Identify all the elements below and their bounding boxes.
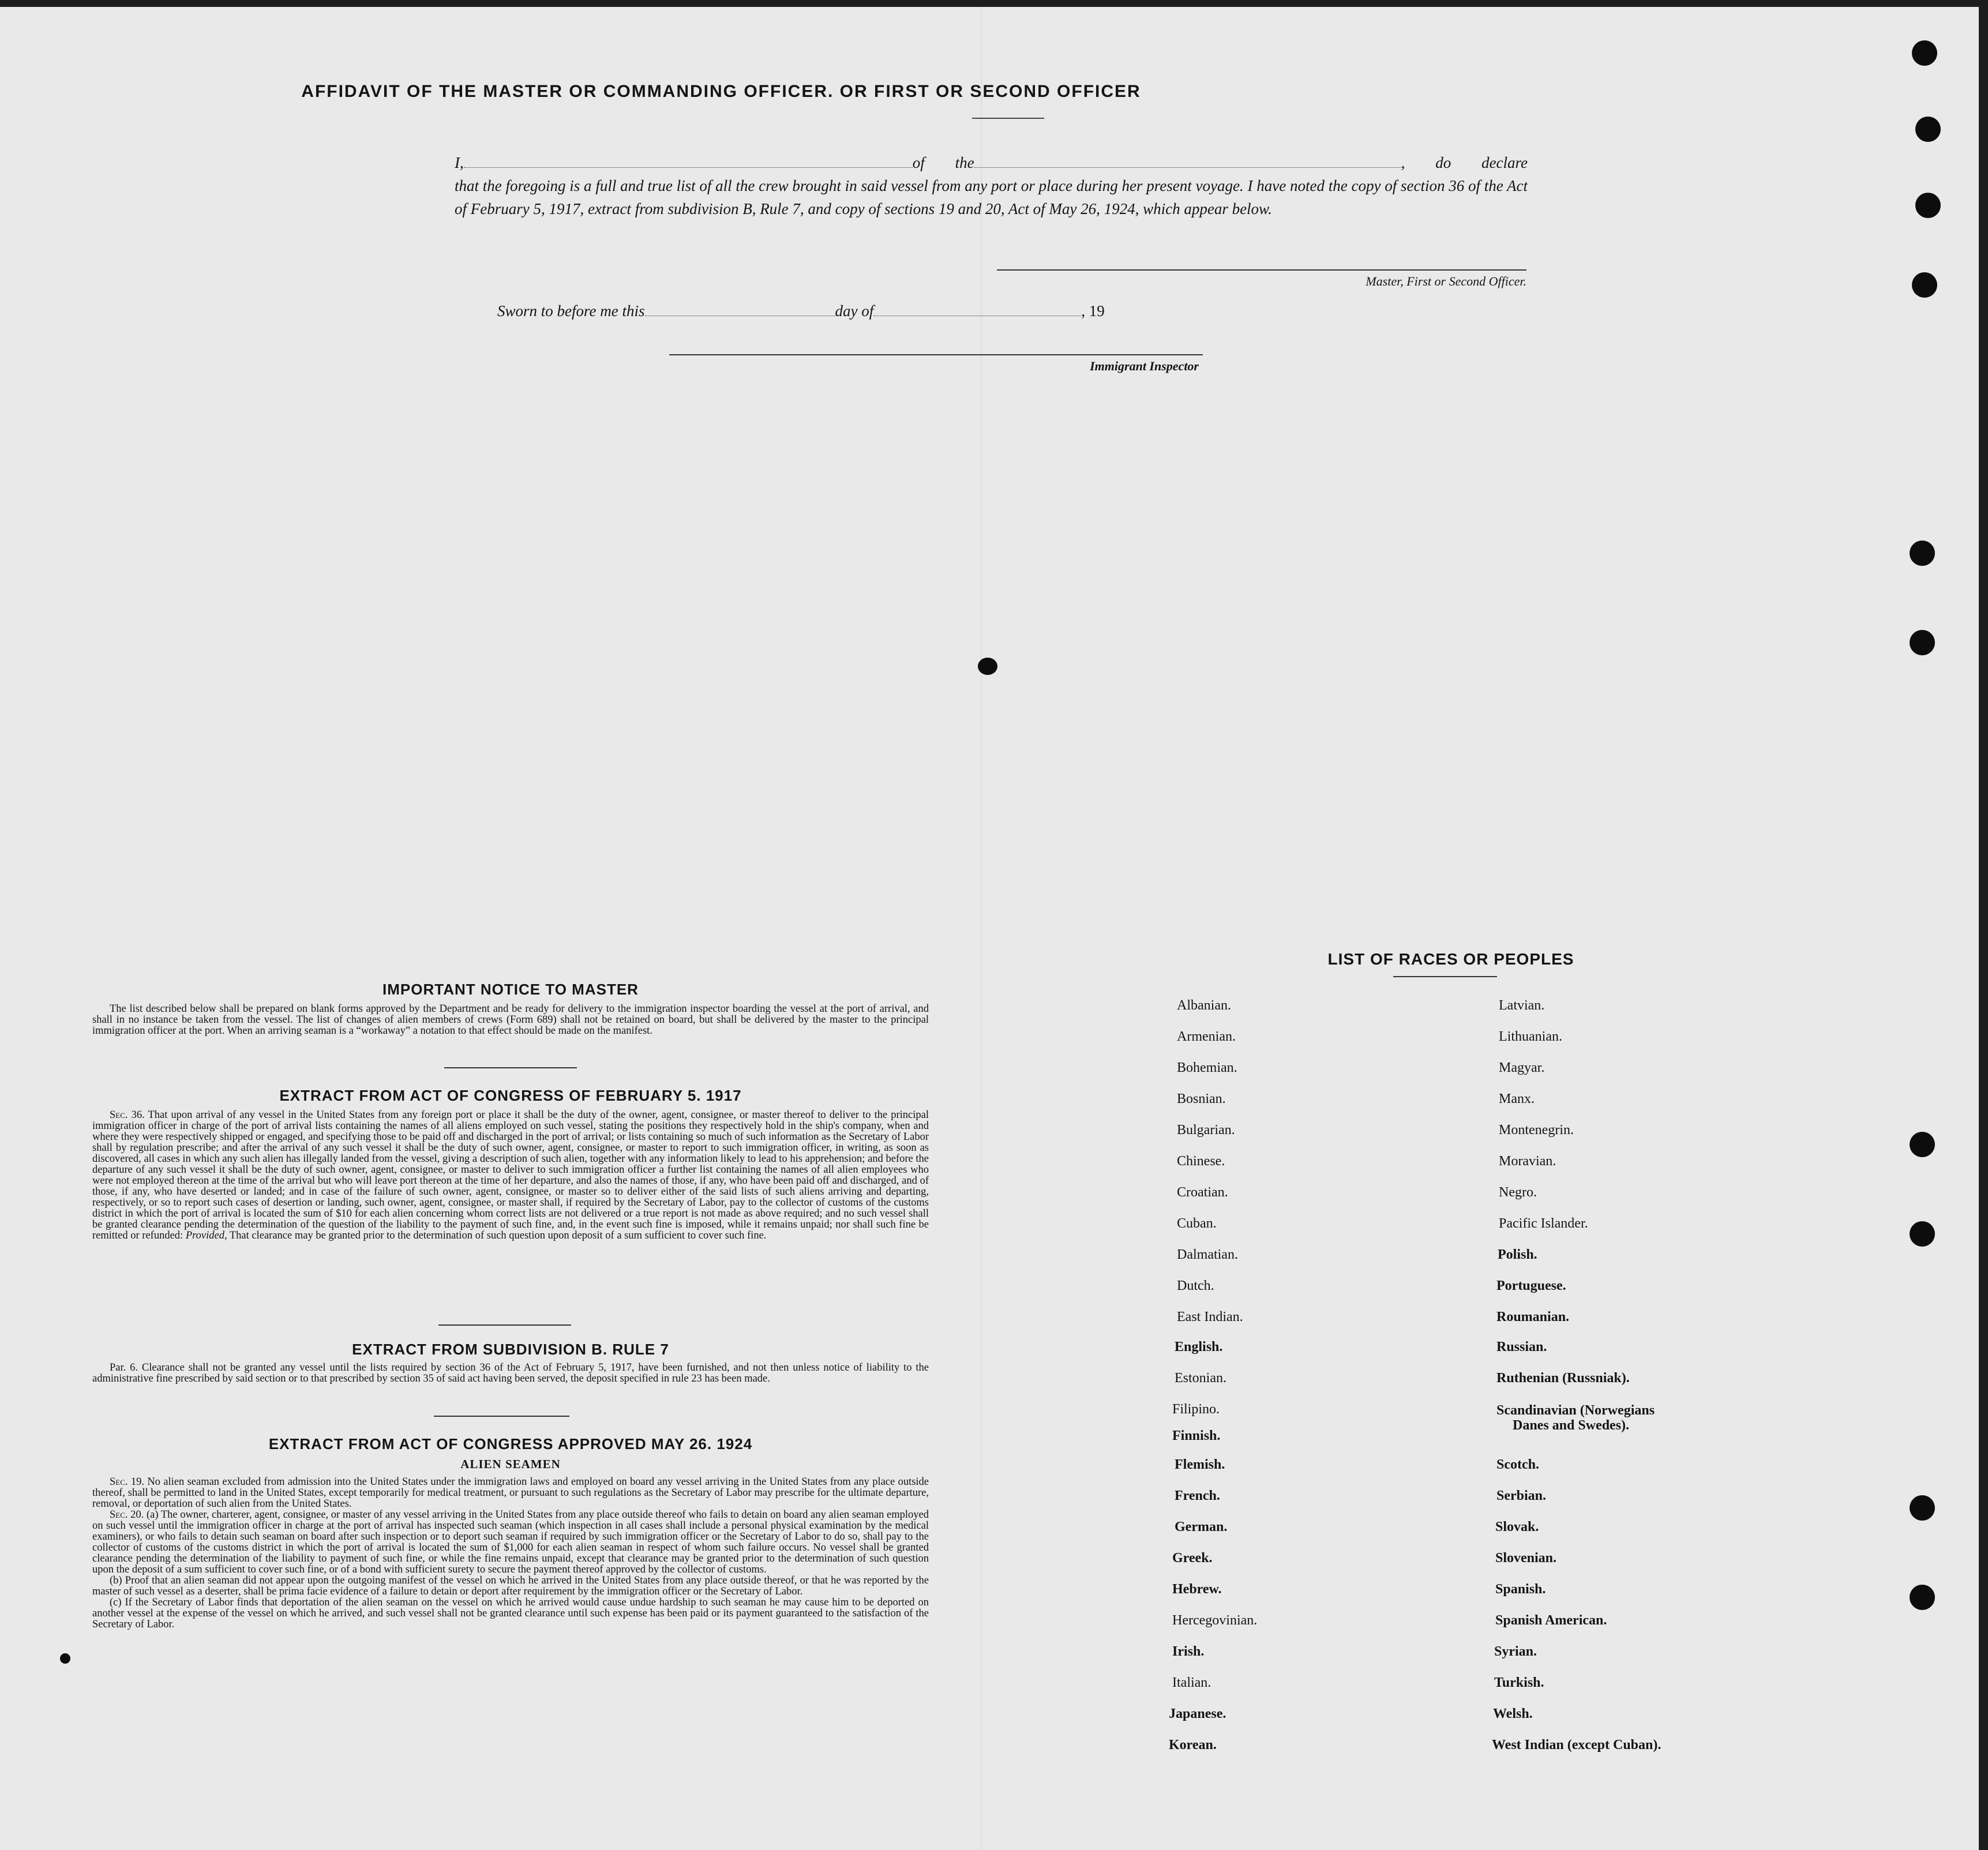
race-item: Croatian. — [1177, 1185, 1228, 1200]
sworn-year: , 19 — [1081, 302, 1105, 320]
extract-rule7-title: EXTRACT FROM SUBDIVISION B. RULE 7 — [352, 1341, 669, 1358]
punch-hole — [1915, 117, 1941, 142]
race-item: Scandinavian (Norwegians — [1496, 1403, 1655, 1418]
punch-hole — [1912, 272, 1937, 298]
race-item: Cuban. — [1177, 1216, 1217, 1231]
race-item: Danes and Swedes). — [1513, 1418, 1630, 1433]
race-item: Roumanian. — [1496, 1309, 1570, 1324]
race-item: German. — [1175, 1519, 1228, 1534]
paper-blemish — [60, 1653, 70, 1664]
section-20a-paragraph — [92, 1510, 929, 1575]
punch-hole — [1910, 1585, 1935, 1610]
master-signature-label: Master, First or Second Officer. — [1366, 274, 1526, 288]
section-19-text: No alien seaman excluded from admission into the United States under the immigration laws and employed on board any vessel arriving in the United States from any place outside thereof, shall be permitted to land in the United States, except temporarily for medical treatment, or pursuant to such regulations as the Secretary of Labor may prescribe for the ultimate departure, removal, or deportation of such alien from the United States. — [92, 1476, 929, 1510]
section-rule — [434, 1416, 569, 1417]
race-item: West Indian (except Cuban). — [1492, 1738, 1661, 1753]
paper-blemish — [978, 658, 997, 675]
extract-1917-text — [92, 1110, 929, 1241]
race-item: Manx. — [1499, 1091, 1535, 1106]
race-item: Japanese. — [1169, 1706, 1226, 1721]
race-item: Moravian. — [1499, 1154, 1556, 1169]
punch-hole — [1910, 1132, 1935, 1157]
punch-hole — [1910, 1495, 1935, 1521]
section-20a-text: (a) The owner, charterer, agent, consignee, or master of any vessel arriving in the United States from any place outside thereof who fails to detain on board any alien seaman employed on such vessel until the immigration officer in charge at the port of arrival has inspected such seaman (which inspection in all cases shall include a personal physical examination by the medical examiners), or who fails to detain such seaman on board after such inspection or to deport such seaman if required by such immigration officer or the Secretary of Labor to do so, shall pay to the collector of customs of the customs district in which the port of arrival is located the sum of $1,000 for each alien seaman in respect of whom such failure occurs. No vessel shall be granted clearance pending the determination of the liability to payment of such fine, or while the fine remains unpaid, except that clearance may be granted prior to the determination of such question upon the deposit of a sum sufficient to cover such fine, or of a bond with sufficient surety to secure the payment thereof approved by the collector of customs. — [92, 1509, 929, 1575]
notice-title: IMPORTANT NOTICE TO MASTER — [382, 981, 639, 998]
section-36-paragraph — [92, 1110, 929, 1241]
race-item: Finnish. — [1172, 1428, 1221, 1443]
race-item: Dalmatian. — [1177, 1247, 1238, 1262]
punch-hole — [1910, 541, 1935, 566]
sworn-prefix: Sworn to before me this — [497, 302, 645, 320]
affidavit-statement — [455, 151, 1528, 220]
affidavit-title: AFFIDAVIT OF THE MASTER OR COMMANDING OFFICER. OR FIRST OR SECOND OFFICER — [301, 82, 1141, 101]
extract-rule7-text — [92, 1363, 929, 1384]
race-item: English. — [1175, 1339, 1223, 1354]
race-item: Spanish. — [1495, 1582, 1546, 1597]
race-item: Italian. — [1172, 1675, 1211, 1690]
rule7-paragraph: Par. 6. Clearance shall not be granted any vessel until the lists required by section 36 of the Act of February 5, 1917, have been furnished, and not then unless notice of liability to the administrative fine prescribed by said section or to that prescribed by section 35 of said act having been served, the deposit specified in rule 23 has been made. — [92, 1362, 929, 1384]
race-item: Dutch. — [1177, 1278, 1214, 1293]
race-item: Negro. — [1499, 1185, 1537, 1200]
sworn-day-of: day of — [835, 302, 874, 320]
race-item: Greek. — [1172, 1551, 1213, 1566]
race-item: Syrian. — [1494, 1644, 1537, 1659]
race-item: Latvian. — [1499, 998, 1545, 1013]
race-item: French. — [1175, 1488, 1220, 1503]
declarant-name-blank — [464, 156, 913, 168]
alien-seamen-subtitle: ALIEN SEAMEN — [460, 1457, 561, 1471]
extract-1917-title: EXTRACT FROM ACT OF CONGRESS OF FEBRUARY 5. 1917 — [279, 1087, 742, 1104]
race-item: Hebrew. — [1172, 1582, 1222, 1597]
race-item: Flemish. — [1175, 1457, 1225, 1472]
races-title-rule — [1393, 976, 1497, 977]
sworn-line — [497, 302, 1105, 320]
race-item: Scotch. — [1496, 1457, 1539, 1472]
proviso-text: That clearance may be granted prior to the determination of such question upon deposit of a sum sufficient to cover such fine. — [229, 1230, 767, 1241]
declaration-text: that the foregoing is a full and true list of all the crew brought in said vessel from any port or place during her present voyage. I have noted the copy of section 36 of the Act of February 5, 1917, extract from subdivision B, Rule 7, and copy of sections 19 and 20, Act of May 26, 1924, which appear below. — [455, 177, 1528, 217]
section-19-paragraph — [92, 1477, 929, 1510]
master-signature-line — [997, 269, 1526, 271]
race-item: Magyar. — [1499, 1060, 1545, 1075]
race-item: Polish. — [1498, 1247, 1537, 1262]
race-item: Irish. — [1172, 1644, 1205, 1659]
document-page — [0, 7, 1979, 1850]
section-36-text: That upon arrival of any vessel in the United States from any foreign port or place it shall be the duty of the owner, agent, consignee, or master thereof to deliver to the principal immigration officer in charge of the port of arrival lists containing the names of all aliens employed on such vessel, stating the positions they respectively hold in the ship's company, when and where they were respectively shipped or engaged, and specifying those to be paid off and discharged in the port of arrival; or lists containing so much of such information as the Secretary of Labor shall by regulation prescribe; and after the arrival of any such vessel it shall be the duty of such owner, agent, consignee, or master to report to such immigration officer, in writing, as soon as discovered, all cases in which any such alien has illegally landed from the vessel, giving a description of such alien, together with any information likely to lead to his apprehension; and before the departure of any such vessel it shall be the duty of such owner, agent, consignee, or master to deliver to such immigration officer a further list containing the names of all alien employees who were not employed thereon at the time of the arrival but who will leave port thereon at the time of her departure, and also the names of those, if any, who have been paid off and discharged, and of those, if any, who have deserted or landed; and in case of the failure of such owner, agent, consignee, or master so to deliver either of the said lists of such aliens arriving and departing, respectively, or so to report such cases of desertion or landing, such owner, agent, consignee, or master shall, if required by the Secretary of Labor, pay to the collector of customs of the customs district in which the port of arrival is located the sum of $10 for each alien concerning whom correct lists are not delivered or a true report is not made as above required; and no such vessel shall be granted clearance pending the determination of the question of the liability to the payment of such fine, and, in the event such fine is imposed, while it remains unpaid; nor shall such fine be remitted or refunded: — [92, 1109, 929, 1241]
race-item: Welsh. — [1493, 1706, 1533, 1721]
race-item: Armenian. — [1177, 1029, 1236, 1044]
race-item: Filipino. — [1172, 1402, 1220, 1417]
race-item: Bohemian. — [1177, 1060, 1237, 1075]
race-item: Bosnian. — [1177, 1091, 1226, 1106]
sworn-day-blank — [645, 304, 835, 316]
vessel-name-blank — [974, 156, 1401, 168]
section-20b-paragraph: (b) Proof that an alien seaman did not appear upon the outgoing manifest of the vessel on which he arrived in the United States from any place outside thereof, or that he was reported by the master of such vessel as a deserter, shall be prima facie evidence of a failure to detain or deport after requirement by the immigration officer or the Secretary of Labor. — [92, 1575, 929, 1597]
section-20-label: Sec. 20. — [110, 1509, 144, 1521]
race-item: Portuguese. — [1496, 1278, 1566, 1293]
notice-paragraph: The list described below shall be prepared on blank forms approved by the Department and be ready for delivery to the immigration inspector boarding the vessel at the port of arrival, and shall in no instance be taken from the vessel. The list of changes of alien members of crews (Form 689) shall not be retained on board, but shall be delivered by the master to the principal immigration officer at the port. When an arriving seaman is a “workaway” a notation to that effect should be made on the manifest. — [92, 1003, 929, 1037]
race-item: Montenegrin. — [1499, 1123, 1574, 1138]
race-item: Pacific Islander. — [1499, 1216, 1588, 1231]
punch-hole — [1915, 193, 1941, 218]
of-the-label: of the — [912, 154, 974, 171]
section-20c-paragraph: (c) If the Secretary of Labor finds that deportation of the alien seaman on the vessel on which he arrived would cause undue hardship to such seaman he may cause him to be deported on another vessel at the expense of the vessel on which he arrived, and such vessel shall not be granted clearance until such expense has been paid or its payment guaranteed to the satisfaction of the Secretary of Labor. — [92, 1597, 929, 1630]
races-list-title: LIST OF RACES OR PEOPLES — [1327, 950, 1574, 968]
race-item: Lithuanian. — [1499, 1029, 1562, 1044]
race-item: Slovenian. — [1495, 1551, 1557, 1566]
proviso-label: Provided, — [185, 1230, 227, 1241]
extract-1924-text — [92, 1477, 929, 1630]
center-fold — [981, 7, 982, 1850]
declarant-prefix: I, — [455, 154, 464, 171]
race-item: Turkish. — [1494, 1675, 1544, 1690]
inspector-signature-line — [669, 354, 1203, 355]
section-19-label: Sec. 19. — [110, 1476, 144, 1488]
race-item: Slovak. — [1495, 1519, 1539, 1534]
section-36-label: Sec. 36. — [110, 1109, 145, 1121]
race-item: Korean. — [1169, 1738, 1217, 1753]
inspector-signature-label: Immigrant Inspector — [1090, 359, 1199, 373]
race-item: East Indian. — [1177, 1309, 1243, 1324]
race-item: Estonian. — [1175, 1371, 1226, 1386]
punch-hole — [1910, 1221, 1935, 1247]
sworn-month-blank — [873, 304, 1081, 316]
declare-label: , do declare — [1401, 154, 1528, 171]
race-item: Chinese. — [1177, 1154, 1225, 1169]
race-item: Spanish American. — [1495, 1613, 1607, 1628]
section-rule — [444, 1067, 577, 1068]
race-item: Bulgarian. — [1177, 1123, 1235, 1138]
punch-hole — [1912, 40, 1937, 66]
race-item: Albanian. — [1177, 998, 1231, 1013]
section-rule — [438, 1324, 571, 1326]
race-item: Ruthenian (Russniak). — [1496, 1371, 1630, 1386]
race-item: Russian. — [1496, 1339, 1547, 1354]
race-item: Hercegovinian. — [1172, 1613, 1258, 1628]
race-item: Serbian. — [1496, 1488, 1547, 1503]
declaration-line — [455, 151, 1528, 174]
extract-1924-title: EXTRACT FROM ACT OF CONGRESS APPROVED MAY 26. 1924 — [268, 1435, 753, 1453]
title-rule — [972, 118, 1044, 119]
punch-hole — [1910, 630, 1935, 655]
notice-text — [92, 1004, 929, 1037]
